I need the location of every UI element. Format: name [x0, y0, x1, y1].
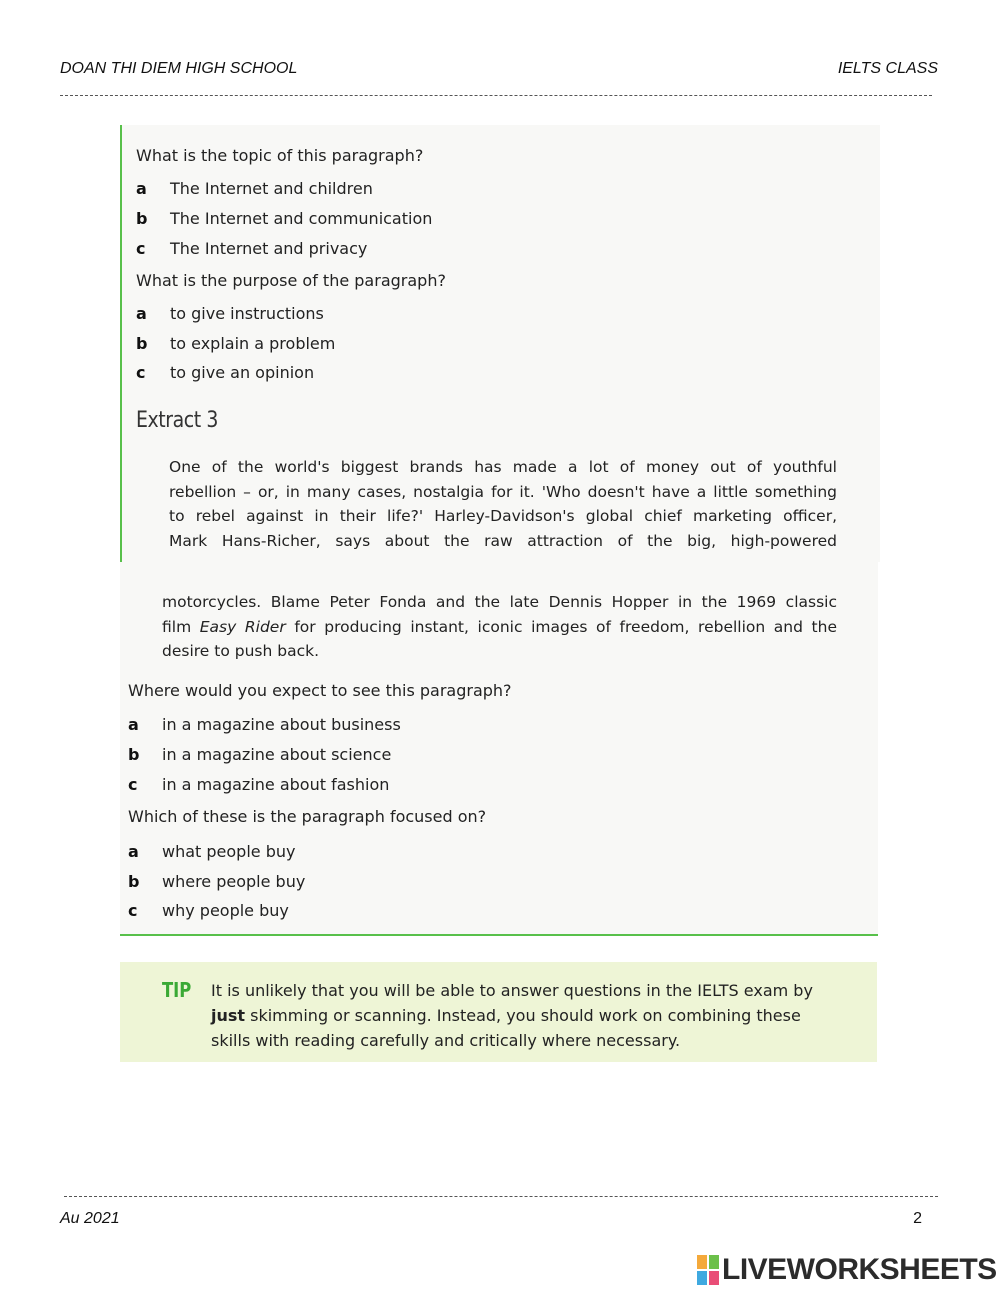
option-letter: a: [128, 715, 139, 734]
extract-text: film: [162, 617, 200, 636]
tip-text: [211, 978, 813, 1053]
option-text: why people buy: [162, 901, 289, 920]
extract-line: to rebel against in their life?' Harley-Davidson's global chief marketing officer,: [169, 507, 837, 525]
option-text: in a magazine about science: [162, 745, 392, 764]
extract-line: rebellion – or, in many cases, nostalgia for it. 'Who doesn't have a little something: [169, 482, 837, 501]
option-row[interactable]: [128, 745, 391, 764]
option-row[interactable]: [136, 334, 335, 353]
option-letter: b: [128, 745, 140, 764]
tip-line-rest: skimming or scanning. Instead, you should work on combining these: [245, 1006, 801, 1025]
extract-paragraph-bottom: [162, 590, 837, 664]
class-name: IELTS CLASS: [837, 60, 938, 77]
extract-line: desire to push back.: [162, 642, 319, 660]
liveworksheets-logo[interactable]: [697, 1252, 997, 1288]
extract-title: Extract 3: [136, 408, 218, 433]
option-letter: b: [136, 209, 148, 228]
option-row[interactable]: [136, 363, 314, 382]
question-topic: What is the topic of this paragraph?: [136, 146, 424, 165]
option-letter: c: [128, 775, 138, 794]
option-text: in a magazine about business: [162, 715, 401, 734]
question-location: Where would you expect to see this paragraph?: [128, 681, 512, 700]
option-text: to give an opinion: [170, 363, 315, 382]
option-letter: c: [136, 363, 146, 382]
tip-label: TIP: [162, 978, 192, 1002]
option-text: The Internet and communication: [170, 209, 433, 228]
option-text: The Internet and children: [170, 179, 373, 198]
extract-line: [162, 615, 837, 640]
option-row[interactable]: [136, 239, 367, 258]
tip-line: skills with reading carefully and critically where necessary.: [211, 1031, 681, 1050]
logo-square: [697, 1255, 707, 1269]
option-row[interactable]: [128, 715, 401, 734]
extract-text: for producing instant, iconic images of freedom, rebellion and the: [285, 617, 837, 636]
footer-date: Au 2021: [60, 1210, 120, 1227]
option-row[interactable]: [136, 179, 373, 198]
option-row[interactable]: [136, 304, 324, 323]
option-letter: a: [136, 304, 147, 323]
option-row[interactable]: [136, 209, 432, 228]
option-row[interactable]: [128, 901, 289, 920]
logo-square: [709, 1255, 719, 1269]
option-letter: a: [136, 179, 147, 198]
tip-line: It is unlikely that you will be able to answer questions in the IELTS exam by: [211, 981, 813, 1000]
extract-line: motorcycles. Blame Peter Fonda and the late Dennis Hopper in the 1969 classic: [162, 593, 837, 611]
question-purpose: What is the purpose of the paragraph?: [136, 271, 446, 290]
option-text: what people buy: [162, 842, 296, 861]
question-focus: Which of these is the paragraph focused on?: [128, 807, 487, 826]
extract-paragraph-top: [169, 455, 837, 553]
option-letter: c: [136, 239, 146, 258]
film-title: Easy Rider: [199, 617, 286, 636]
extract-line: Mark Hans-Richer, says about the raw attraction of the big, high-powered: [169, 531, 837, 550]
logo-text: LIVEWORKSHEETS: [722, 1253, 997, 1286]
tip-line: [211, 1003, 813, 1028]
option-row[interactable]: [128, 872, 305, 891]
logo-square: [697, 1271, 707, 1285]
option-text: in a magazine about fashion: [162, 775, 390, 794]
option-text: where people buy: [162, 872, 306, 891]
logo-square: [709, 1271, 719, 1285]
tip-emphasis: just: [211, 1006, 246, 1025]
option-text: The Internet and privacy: [170, 239, 368, 258]
option-text: to give instructions: [170, 304, 324, 323]
logo-icon: [697, 1255, 719, 1285]
footer-divider: [64, 1196, 938, 1197]
option-letter: a: [128, 842, 139, 861]
option-letter: b: [128, 872, 140, 891]
extract-line: One of the world's biggest brands has made a lot of money out of youthful: [169, 458, 837, 476]
school-name: DOAN THI DIEM HIGH SCHOOL: [60, 60, 298, 77]
option-text: to explain a problem: [170, 334, 336, 353]
header-divider: [60, 95, 932, 96]
option-letter: c: [128, 901, 138, 920]
page-number: 2: [913, 1210, 922, 1227]
option-letter: b: [136, 334, 148, 353]
option-row[interactable]: [128, 775, 389, 794]
option-row[interactable]: [128, 842, 295, 861]
